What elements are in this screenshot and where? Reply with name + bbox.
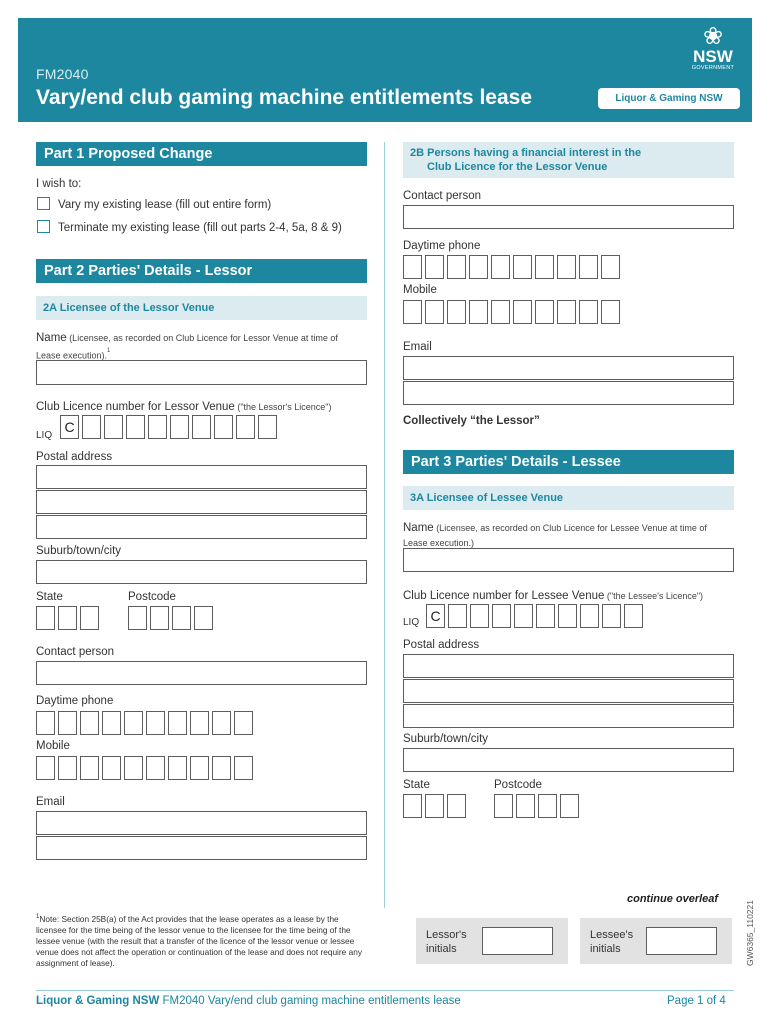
lessee-name-input[interactable] — [403, 548, 734, 572]
lessee-initials-label: Lessee's initials — [590, 929, 634, 955]
postal-line-input[interactable] — [36, 465, 367, 489]
lessee-suburb-label: Suburb/town/city — [403, 733, 489, 745]
phone-cell[interactable] — [190, 711, 209, 735]
lessor-postcode-cells[interactable] — [128, 606, 213, 630]
state-cell[interactable] — [36, 606, 55, 630]
phone-cell[interactable] — [212, 756, 231, 780]
digit-cell[interactable] — [82, 415, 101, 439]
waratah-icon: ❀ — [702, 23, 724, 50]
brand-badge: Liquor & Gaming NSW — [598, 88, 740, 109]
lessor-state-label: State — [36, 591, 63, 603]
digit-cell[interactable] — [214, 415, 233, 439]
lessee-postal-label: Postal address — [403, 639, 480, 651]
postcode-cell[interactable] — [560, 794, 579, 818]
phone-cell[interactable] — [102, 711, 121, 735]
digit-cell[interactable] — [448, 604, 467, 628]
phone-cell[interactable] — [447, 300, 466, 324]
phone-cell[interactable] — [168, 756, 187, 780]
lessor-initials-panel — [416, 918, 568, 964]
digit-cell[interactable] — [558, 604, 577, 628]
document-code: GW6365_110221 — [745, 900, 755, 967]
section-2b-heading: 2B Persons having a financial interest in the Club Licence for the Lessor Venue — [403, 142, 734, 178]
digit-cell[interactable] — [536, 604, 555, 628]
lessor-suburb-label: Suburb/town/city — [36, 545, 122, 557]
lessor-postal-address[interactable] — [36, 465, 367, 539]
footer-text: Liquor & Gaming NSW FM2040 Vary/end club gaming machine entitlements lease — [36, 995, 461, 1007]
phone-cell[interactable] — [513, 300, 532, 324]
footnote: $^1$Note: Section 25B(a) of the Act provides that the lease operates as a lease by the licensee for the time being of the lessor venue to the licensee for the time being of the lessee venue (with the result that a transfer of the licence of the lessor venue or lessee venue does not affect the operation or continuation of the lease and does not require any assignment of lease). — [36, 913, 362, 968]
phone-cell[interactable] — [212, 711, 231, 735]
phone-cell[interactable] — [535, 300, 554, 324]
phone-cell[interactable] — [579, 300, 598, 324]
postal-line-input[interactable] — [403, 654, 734, 678]
email-line-input[interactable] — [36, 836, 367, 860]
postcode-cell[interactable] — [516, 794, 535, 818]
lessee-state-label: State — [403, 779, 430, 791]
page-number: Page 1 of 4 — [667, 995, 726, 1007]
digit-cell[interactable] — [104, 415, 123, 439]
phone-cell[interactable] — [535, 255, 554, 279]
phone-cell[interactable] — [146, 711, 165, 735]
digit-cell[interactable] — [602, 604, 621, 628]
lessor-postal-label: Postal address — [36, 451, 113, 463]
digit-cell[interactable] — [192, 415, 211, 439]
lessee-postcode-label: Postcode — [494, 779, 542, 791]
phone-cell[interactable] — [102, 756, 121, 780]
lessee-initials-panel — [580, 918, 732, 964]
financial-mobile-cells[interactable] — [403, 300, 620, 324]
digit-cell[interactable] — [170, 415, 189, 439]
phone-cell[interactable] — [491, 255, 510, 279]
part1-intro: I wish to: — [36, 178, 82, 190]
part2-heading: Part 2 Parties' Details - Lessor — [36, 259, 367, 283]
phone-cell[interactable] — [513, 255, 532, 279]
lessor-daytime-label: Daytime phone — [36, 695, 114, 707]
lessor-daytime-cells[interactable] — [36, 711, 253, 735]
financial-daytime-cells[interactable] — [403, 255, 620, 279]
digit-cell[interactable] — [236, 415, 255, 439]
phone-cell[interactable] — [469, 255, 488, 279]
digit-cell[interactable] — [258, 415, 277, 439]
vary-lease-label: Vary my existing lease (fill out entire form) — [58, 199, 272, 211]
financial-mobile-label: Mobile — [403, 284, 437, 296]
terminate-lease-label: Terminate my existing lease (fill out parts 2-4, 5a, 8 & 9) — [58, 222, 342, 234]
phone-cell[interactable] — [36, 756, 55, 780]
part3-heading: Part 3 Parties' Details - Lessee — [403, 450, 734, 474]
financial-daytime-label: Daytime phone — [403, 240, 481, 252]
phone-cell[interactable] — [425, 300, 444, 324]
phone-cell[interactable] — [124, 711, 143, 735]
lessor-state-cells[interactable] — [36, 606, 99, 630]
column-divider — [384, 142, 385, 908]
lessee-state-cells[interactable] — [403, 794, 466, 818]
email-line-input[interactable] — [403, 381, 734, 405]
lessor-liq-label: LIQ — [36, 430, 53, 441]
financial-email-input[interactable] — [403, 356, 734, 405]
lessee-postcode-cells[interactable] — [494, 794, 579, 818]
lessee-liq-label: LIQ — [403, 617, 420, 628]
digit-cell[interactable] — [624, 604, 643, 628]
lessor-postcode-label: Postcode — [128, 591, 176, 603]
phone-cell[interactable] — [469, 300, 488, 324]
continue-overleaf: continue overleaf — [627, 893, 719, 905]
digit-cell[interactable] — [580, 604, 599, 628]
lessor-email-input[interactable] — [36, 811, 367, 860]
phone-cell[interactable] — [234, 756, 253, 780]
lessor-email-label: Email — [36, 796, 65, 808]
financial-contact-input[interactable] — [403, 205, 734, 229]
email-line-input[interactable] — [403, 356, 734, 380]
lessor-name-label: Name (Licensee, as recorded on Club Licence for Lessor Venue at time of Lease execution).$^1$ — [36, 332, 338, 361]
phone-cell[interactable] — [491, 300, 510, 324]
phone-cell[interactable] — [146, 756, 165, 780]
phone-cell[interactable] — [557, 300, 576, 324]
lessee-name-label: Name (Licensee, as recorded on Club Licence for Lessee Venue at time of Lease execution.) — [403, 522, 707, 548]
licence-prefix-cell: C — [60, 415, 79, 439]
phone-cell[interactable] — [58, 711, 77, 735]
lessee-suburb-input[interactable] — [403, 748, 734, 772]
terminate-lease-checkbox[interactable] — [37, 220, 50, 233]
lessor-suburb-input[interactable] — [36, 560, 367, 584]
phone-cell[interactable] — [168, 711, 187, 735]
email-line-input[interactable] — [36, 811, 367, 835]
state-cell[interactable] — [425, 794, 444, 818]
lessor-mobile-label: Mobile — [36, 740, 70, 752]
lessee-licence-cells[interactable] — [426, 604, 643, 628]
digit-cell[interactable] — [148, 415, 167, 439]
digit-cell[interactable] — [492, 604, 511, 628]
lessee-initials-input[interactable] — [646, 927, 717, 955]
nsw-government-logo: ❀ NSW GOVERNMENT — [682, 25, 744, 71]
state-cell[interactable] — [58, 606, 77, 630]
licence-prefix-cell: C — [426, 604, 445, 628]
footer-divider — [36, 990, 734, 991]
postcode-cell[interactable] — [538, 794, 557, 818]
postcode-cell[interactable] — [194, 606, 213, 630]
phone-cell[interactable] — [190, 756, 209, 780]
postal-line-input[interactable] — [36, 490, 367, 514]
digit-cell[interactable] — [126, 415, 145, 439]
phone-cell[interactable] — [425, 255, 444, 279]
section-3a-heading: 3A Licensee of Lessee Venue — [403, 486, 734, 510]
form-title: Vary/end club gaming machine entitlements lease — [36, 86, 533, 109]
lessor-initials-label: Lessor's initials — [426, 929, 467, 955]
phone-cell[interactable] — [403, 255, 422, 279]
state-cell[interactable] — [80, 606, 99, 630]
postal-line-input[interactable] — [36, 515, 367, 539]
postal-line-input[interactable] — [403, 679, 734, 703]
phone-cell[interactable] — [403, 300, 422, 324]
phone-cell[interactable] — [36, 711, 55, 735]
postal-line-input[interactable] — [403, 704, 734, 728]
financial-contact-label: Contact person — [403, 190, 481, 202]
phone-cell[interactable] — [601, 300, 620, 324]
phone-cell[interactable] — [58, 756, 77, 780]
financial-email-label: Email — [403, 341, 432, 353]
form-code: FM2040 — [36, 66, 89, 82]
phone-cell[interactable] — [234, 711, 253, 735]
part1-heading: Part 1 Proposed Change — [36, 142, 367, 166]
lessor-mobile-cells[interactable] — [36, 756, 253, 780]
lessor-contact-label: Contact person — [36, 646, 114, 658]
postcode-cell[interactable] — [150, 606, 169, 630]
postcode-cell[interactable] — [172, 606, 191, 630]
digit-cell[interactable] — [470, 604, 489, 628]
postcode-cell[interactable] — [494, 794, 513, 818]
phone-cell[interactable] — [124, 756, 143, 780]
digit-cell[interactable] — [514, 604, 533, 628]
phone-cell[interactable] — [601, 255, 620, 279]
collectively-lessor: Collectively “the Lessor” — [403, 415, 540, 427]
phone-cell[interactable] — [80, 711, 99, 735]
lessor-name-input[interactable] — [36, 360, 367, 385]
section-2a-heading: 2A Licensee of the Lessor Venue — [36, 296, 367, 320]
phone-cell[interactable] — [447, 255, 466, 279]
state-cell[interactable] — [403, 794, 422, 818]
vary-lease-checkbox[interactable] — [37, 197, 50, 210]
lessee-licence-label: Club Licence number for Lessee Venue ("the Lessee's Licence") — [403, 590, 704, 602]
lessor-contact-input[interactable] — [36, 661, 367, 685]
phone-cell[interactable] — [80, 756, 99, 780]
lessor-licence-cells[interactable] — [60, 415, 277, 439]
lessor-initials-input[interactable] — [482, 927, 553, 955]
lessee-postal-address[interactable] — [403, 654, 734, 728]
phone-cell[interactable] — [579, 255, 598, 279]
phone-cell[interactable] — [557, 255, 576, 279]
lessor-licence-label: Club Licence number for Lessor Venue ("the Lessor's Licence") — [36, 401, 332, 413]
postcode-cell[interactable] — [128, 606, 147, 630]
state-cell[interactable] — [447, 794, 466, 818]
